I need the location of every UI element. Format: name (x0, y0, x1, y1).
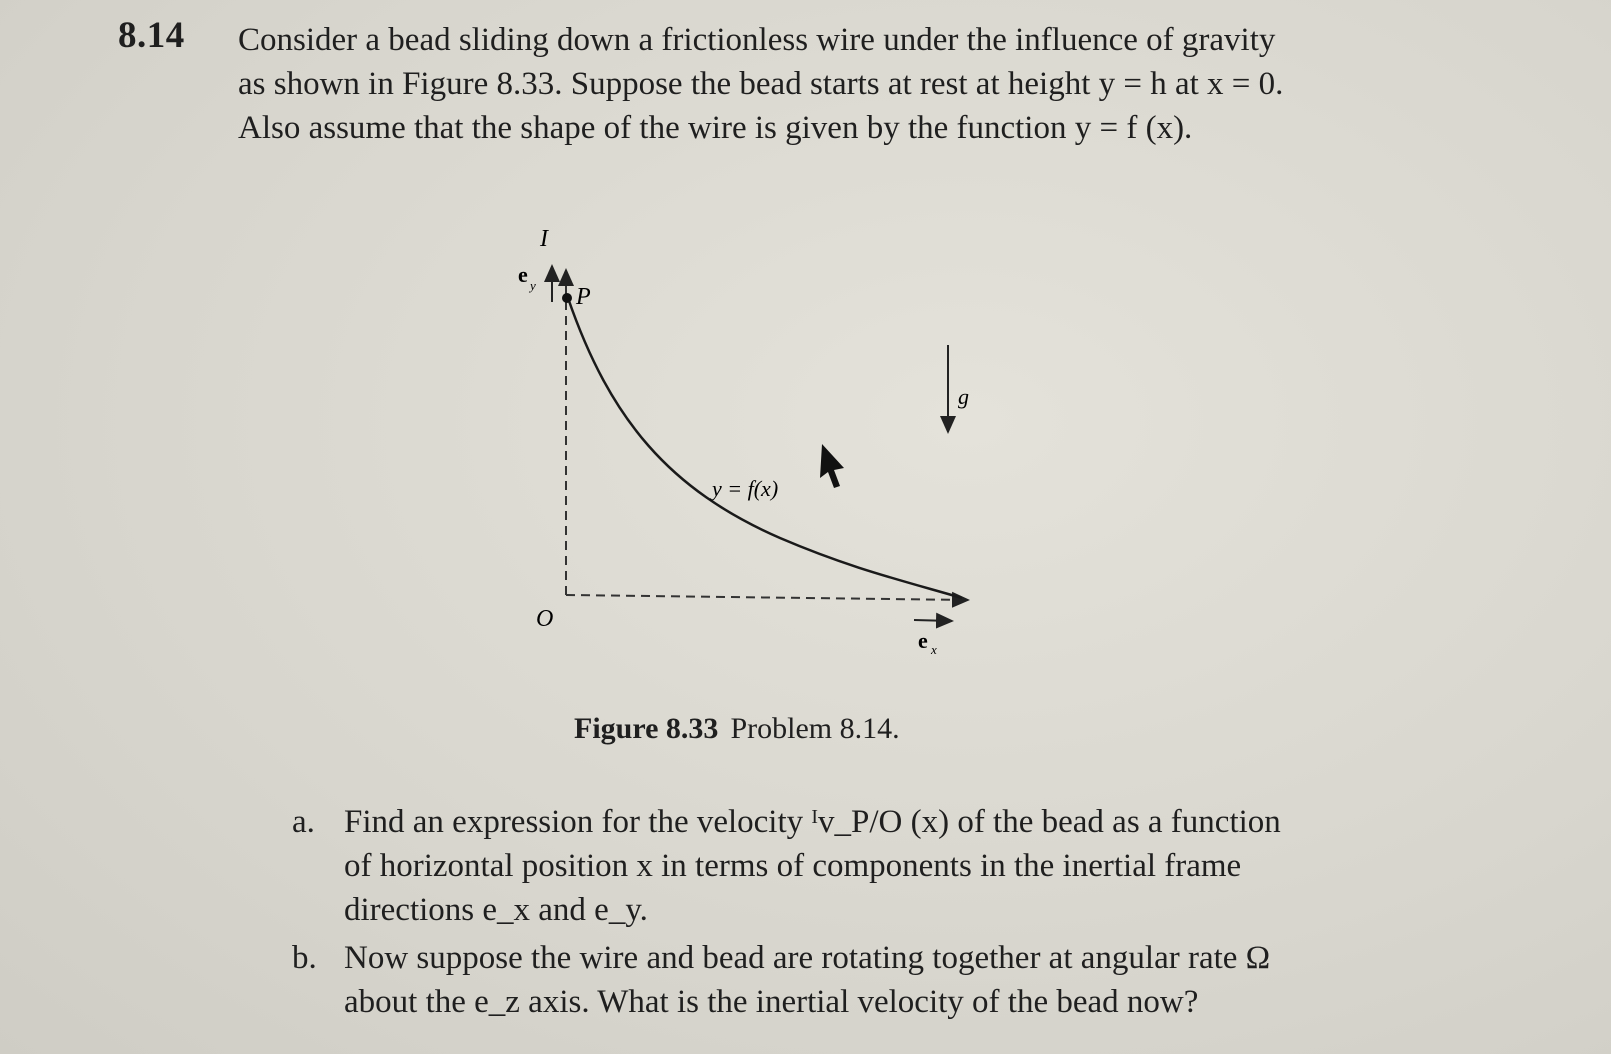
gravity-label: g (958, 384, 969, 409)
figure-caption (574, 712, 900, 746)
question-list (292, 800, 1412, 1028)
ex-subscript: x (931, 642, 937, 657)
figure-label: Figure 8.33 (574, 712, 719, 745)
question-line: Now suppose the wire and bead are rotating together at angular rate Ω (344, 940, 1271, 976)
ex-arrow (914, 620, 952, 621)
question-b (292, 936, 1412, 1024)
question-marker: b. (292, 940, 317, 976)
question-line: about the e_z axis. What is the inertial velocity of the bead now? (344, 984, 1199, 1020)
curve-label: y = f(x) (712, 476, 779, 501)
point-label: P (576, 284, 591, 310)
problem-line: Also assume that the shape of the wire is given by the function y = f (x). (238, 110, 1193, 146)
problem-number: 8.14 (118, 15, 185, 56)
question-line: of horizontal position x in terms of components in the inertial frame (344, 848, 1242, 884)
question-line: Find an expression for the velocity ᴵv_P/O (x) of the bead as a function (344, 804, 1281, 840)
bead-point (562, 293, 572, 303)
frame-label: I (540, 226, 548, 252)
x-axis-dashed (566, 595, 968, 600)
problem-line: Consider a bead sliding down a frictionless wire under the influence of gravity (238, 22, 1276, 58)
ey-subscript: y (530, 278, 536, 293)
ex-label: e (918, 628, 928, 653)
figure-caption-text: Problem 8.14. (730, 712, 900, 745)
origin-label: O (536, 606, 554, 632)
mouse-cursor-icon (820, 444, 844, 488)
question-marker: a. (292, 804, 315, 840)
wire-curve (568, 298, 962, 598)
figure-8-33 (500, 220, 1020, 690)
question-a (292, 800, 1412, 932)
ey-label: e (518, 262, 528, 287)
problem-line: as shown in Figure 8.33. Suppose the bead starts at rest at height y = h at x = 0. (238, 66, 1284, 102)
question-line: directions e_x and e_y. (344, 892, 648, 928)
problem-statement (238, 18, 1408, 150)
